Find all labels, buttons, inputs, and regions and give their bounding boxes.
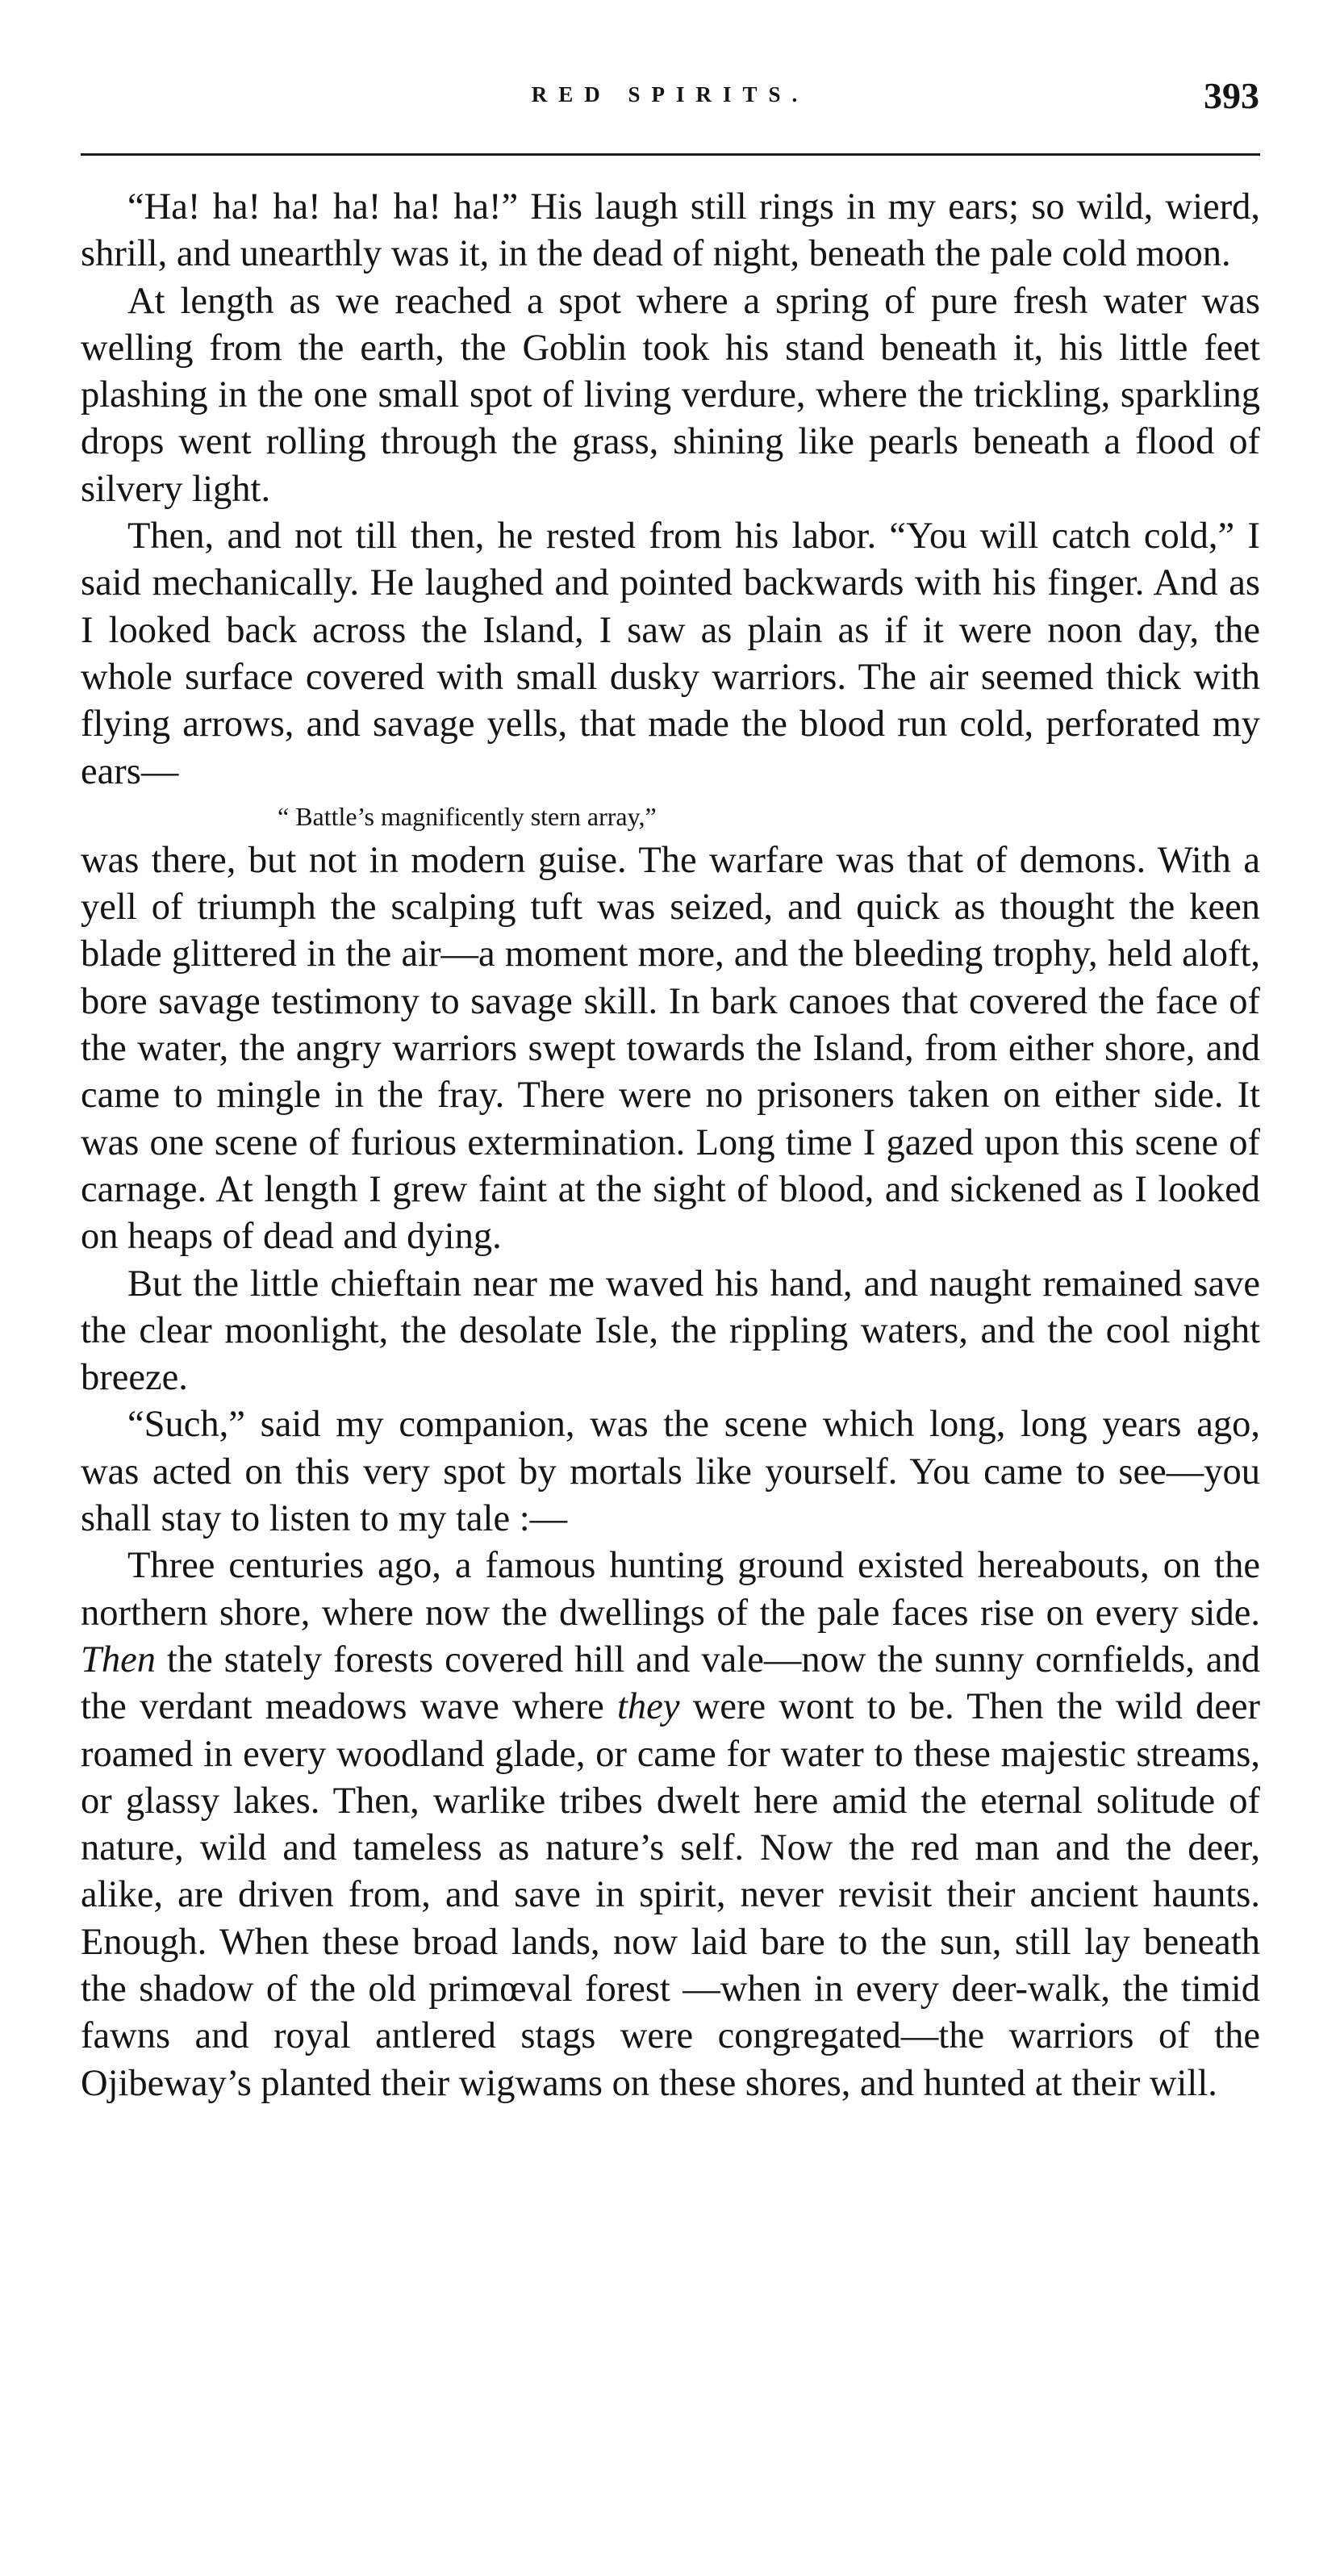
page-number: 393 — [1204, 75, 1259, 116]
paragraph: Then, and not till then, he rested from his labor. “You will catch cold,” I said mechanically. He laughed and pointed backwards with his finger. And as I looked back across the Island, I saw as plain as if it were noon day, the whole surface covered with small dusky warriors. The air seemed thick with flying arrows, and savage yells, that made the blood run cold, perforated my ears— — [81, 516, 1260, 792]
paragraph: “Such,” said my companion, was the scene which long, long years ago, was acted on this very spot by mortals like yourself. You came to see—you shall stay to listen to my tale :— — [81, 1404, 1260, 1540]
header-rule — [81, 153, 1260, 156]
text-run: Three centuries ago, a famous hunting ground existed hereabouts, on the northern shore, where now the dwellings of the pale faces rise on every side. — [81, 1545, 1260, 1634]
paragraph-continuation: was there, but not in modern guise. The warfare was that of demons. With a yell of triumph the scalping tuft was seized, and quick as thought the keen blade glittered in the air—a moment more, and the bleeding trophy, held aloft, bore savage testimony to savage skill. In bark canoes that covered the face of the water, the angry warriors swept towards the Island, from either shore, and came to mingle in the fray. There were no prisoners taken on either side. It was one scene of furious extermination. Long time I gazed upon this scene of carnage. At length I grew faint at the sight of blood, and sickened as I looked on heaps of dead and dying. — [81, 839, 1260, 1258]
block-quote: “ Battle’s magnificently stern array,” — [278, 801, 657, 831]
paragraph-final — [81, 1543, 1260, 2107]
paragraph: At length as we reached a spot where a spring of pure fresh water was welling from the earth, the Goblin took his stand beneath it, his little feet plashing in the one small spot of living verdure, where the trickling, sparkling drops went rolling through the grass, shining like pearls beneath a flood of silvery light. — [81, 280, 1260, 510]
italic-text: they — [617, 1686, 680, 1728]
body-text — [81, 184, 1260, 2107]
text-run: the stately forests covered hill and vale—now the sunny cornfields, and the verdant meadows wave where — [81, 1639, 1260, 1728]
italic-text: Then — [81, 1639, 156, 1680]
running-title: RED SPIRITS. — [531, 82, 809, 106]
running-head — [0, 74, 1340, 123]
text-run: were wont to be. Then the wild deer roamed in every woodland glade, or came for water to these majestic streams, or glassy lakes. Then, warlike tribes dwelt here amid the eternal solitude of nature, wild and tameless as nature’s self. Now the red man and the deer, alike, are driven from, and save in spirit, never revisit their ancient haunts. Enough. When these broad lands, now laid bare to the sun, still lay beneath the shadow of the old primœval forest —when in every deer-walk, the timid fawns and royal antlered stags were congregated—the warriors of the Ojibeway’s planted their wigwams on these shores, and hunted at their will. — [81, 1686, 1260, 2104]
paragraph: “Ha! ha! ha! ha! ha! ha!” His laugh still rings in my ears; so wild, wierd, shrill, and unearthly was it, in the dead of night, beneath the pale cold moon. — [81, 186, 1260, 275]
paragraph: But the little chieftain near me waved his hand, and naught remained save the clear moonlight, the desolate Isle, the rippling waters, and the cool night breeze. — [81, 1263, 1260, 1399]
